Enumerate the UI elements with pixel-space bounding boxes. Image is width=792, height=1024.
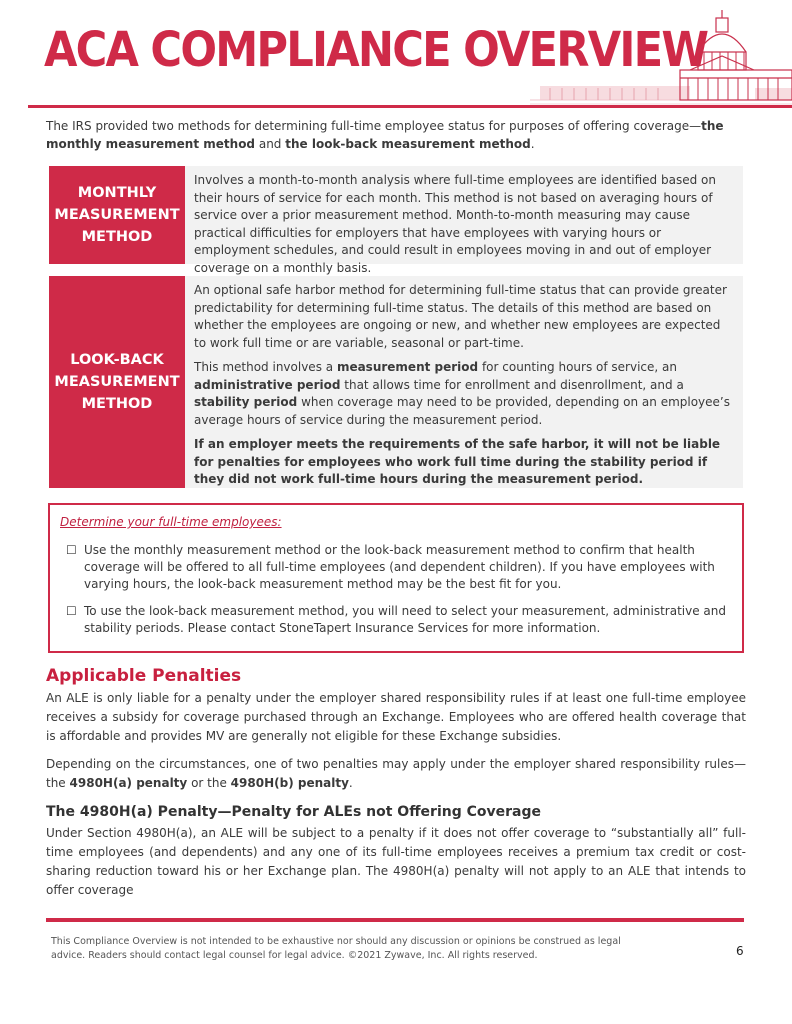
lookback-method-label: LOOK-BACK MEASUREMENT METHOD bbox=[49, 276, 185, 488]
4980h-a-paragraph: Under Section 4980H(a), an ALE will be subject to a penalty if it does not offer coverage to “substantially all” full-time employees (and dependents) and any one of its full-time employees receives a premium tax credit or cost-sharing reduction toward his or her Exchange plan. The 4980H(a) penalty will not apply to an ALE that intends to offer coverage bbox=[46, 826, 746, 897]
monthly-method-label: MONTHLY MEASUREMENT METHOD bbox=[49, 166, 185, 264]
page-number: 6 bbox=[736, 944, 744, 958]
checkbox-icon[interactable]: ☐ bbox=[66, 604, 77, 618]
capitol-building-illustration bbox=[530, 8, 792, 110]
lookback-method-description: An optional safe harbor method for determining full-time status that can provide greater predictability for determining full-time status. The details of this method are based on whether the employees are ongoing or new, and whether new employees are expected to work full time or are variable, seasonal or part-time. This method involves a measurement period for counting hours of service, an administrative period that allows time for enrollment and disenrollment, and a stability period when coverage may need to be provided, depending on an employee’s average hours of service during the measurement period. If an employer meets the requirements of the safe harbor, it will not be liable for penalties for employees who work full time during the stability period if they did not work full-time hours during the measurement period. bbox=[185, 276, 743, 488]
checkbox-icon[interactable]: ☐ bbox=[66, 543, 77, 557]
penalties-heading: Applicable Penalties bbox=[46, 666, 242, 686]
4980h-a-subheading: The 4980H(a) Penalty—Penalty for ALEs not Offering Coverage bbox=[46, 804, 541, 820]
page-title: ACA COMPLIANCE OVERVIEW bbox=[44, 22, 708, 78]
intro-paragraph: The IRS provided two methods for determining full-time employee status for purposes of offering coverage—the monthly measurement method and the look-back measurement method. bbox=[46, 119, 724, 151]
checklist-heading: Determine your full-time employees: bbox=[60, 515, 282, 529]
determine-employees-checklist bbox=[48, 503, 744, 653]
monthly-method-description: Involves a month-to-month analysis where full-time employees are identified based on their hours of service for each month. This method is not based on averaging hours of service over a prior measurement method. Month-to-month measuring may cause practical difficulties for employers that have employees with varying hours or employment schedules, and could result in employees moving in and out of employer coverage on a monthly basis. bbox=[185, 166, 743, 264]
title-divider bbox=[28, 105, 792, 108]
penalties-paragraph-2: Depending on the circumstances, one of two penalties may apply under the employer shared responsibility rules—the 4980H(a) penalty or the 4980H(b) penalty. bbox=[46, 757, 746, 790]
footer-disclaimer: This Compliance Overview is not intended to be exhaustive nor should any discussion or opinions be construed as legal advice. Readers should contact legal counsel for legal advice. ©2021 Zywave, Inc. All rights reserved. bbox=[51, 936, 621, 961]
footer-divider bbox=[46, 918, 744, 922]
checklist-item: ☐ Use the monthly measurement method or the look-back measurement method to confirm that health coverage will be offered to all full-time employees (and dependent children). If you have employees with varying hours, the look-back measurement method may be the best fit for you. bbox=[66, 543, 715, 591]
penalties-paragraph-1: An ALE is only liable for a penalty under the employer shared responsibility rules if at least one full-time employee receives a subsidy for coverage purchased through an Exchange. Employees who are offered health coverage that is affordable and provides MV are generally not eligible for these Exchange subsidies. bbox=[46, 691, 746, 743]
checklist-item: ☐ To use the look-back measurement method, you will need to select your measurement, administrative and stability periods. Please contact StoneTapert Insurance Services for more information. bbox=[66, 604, 727, 635]
